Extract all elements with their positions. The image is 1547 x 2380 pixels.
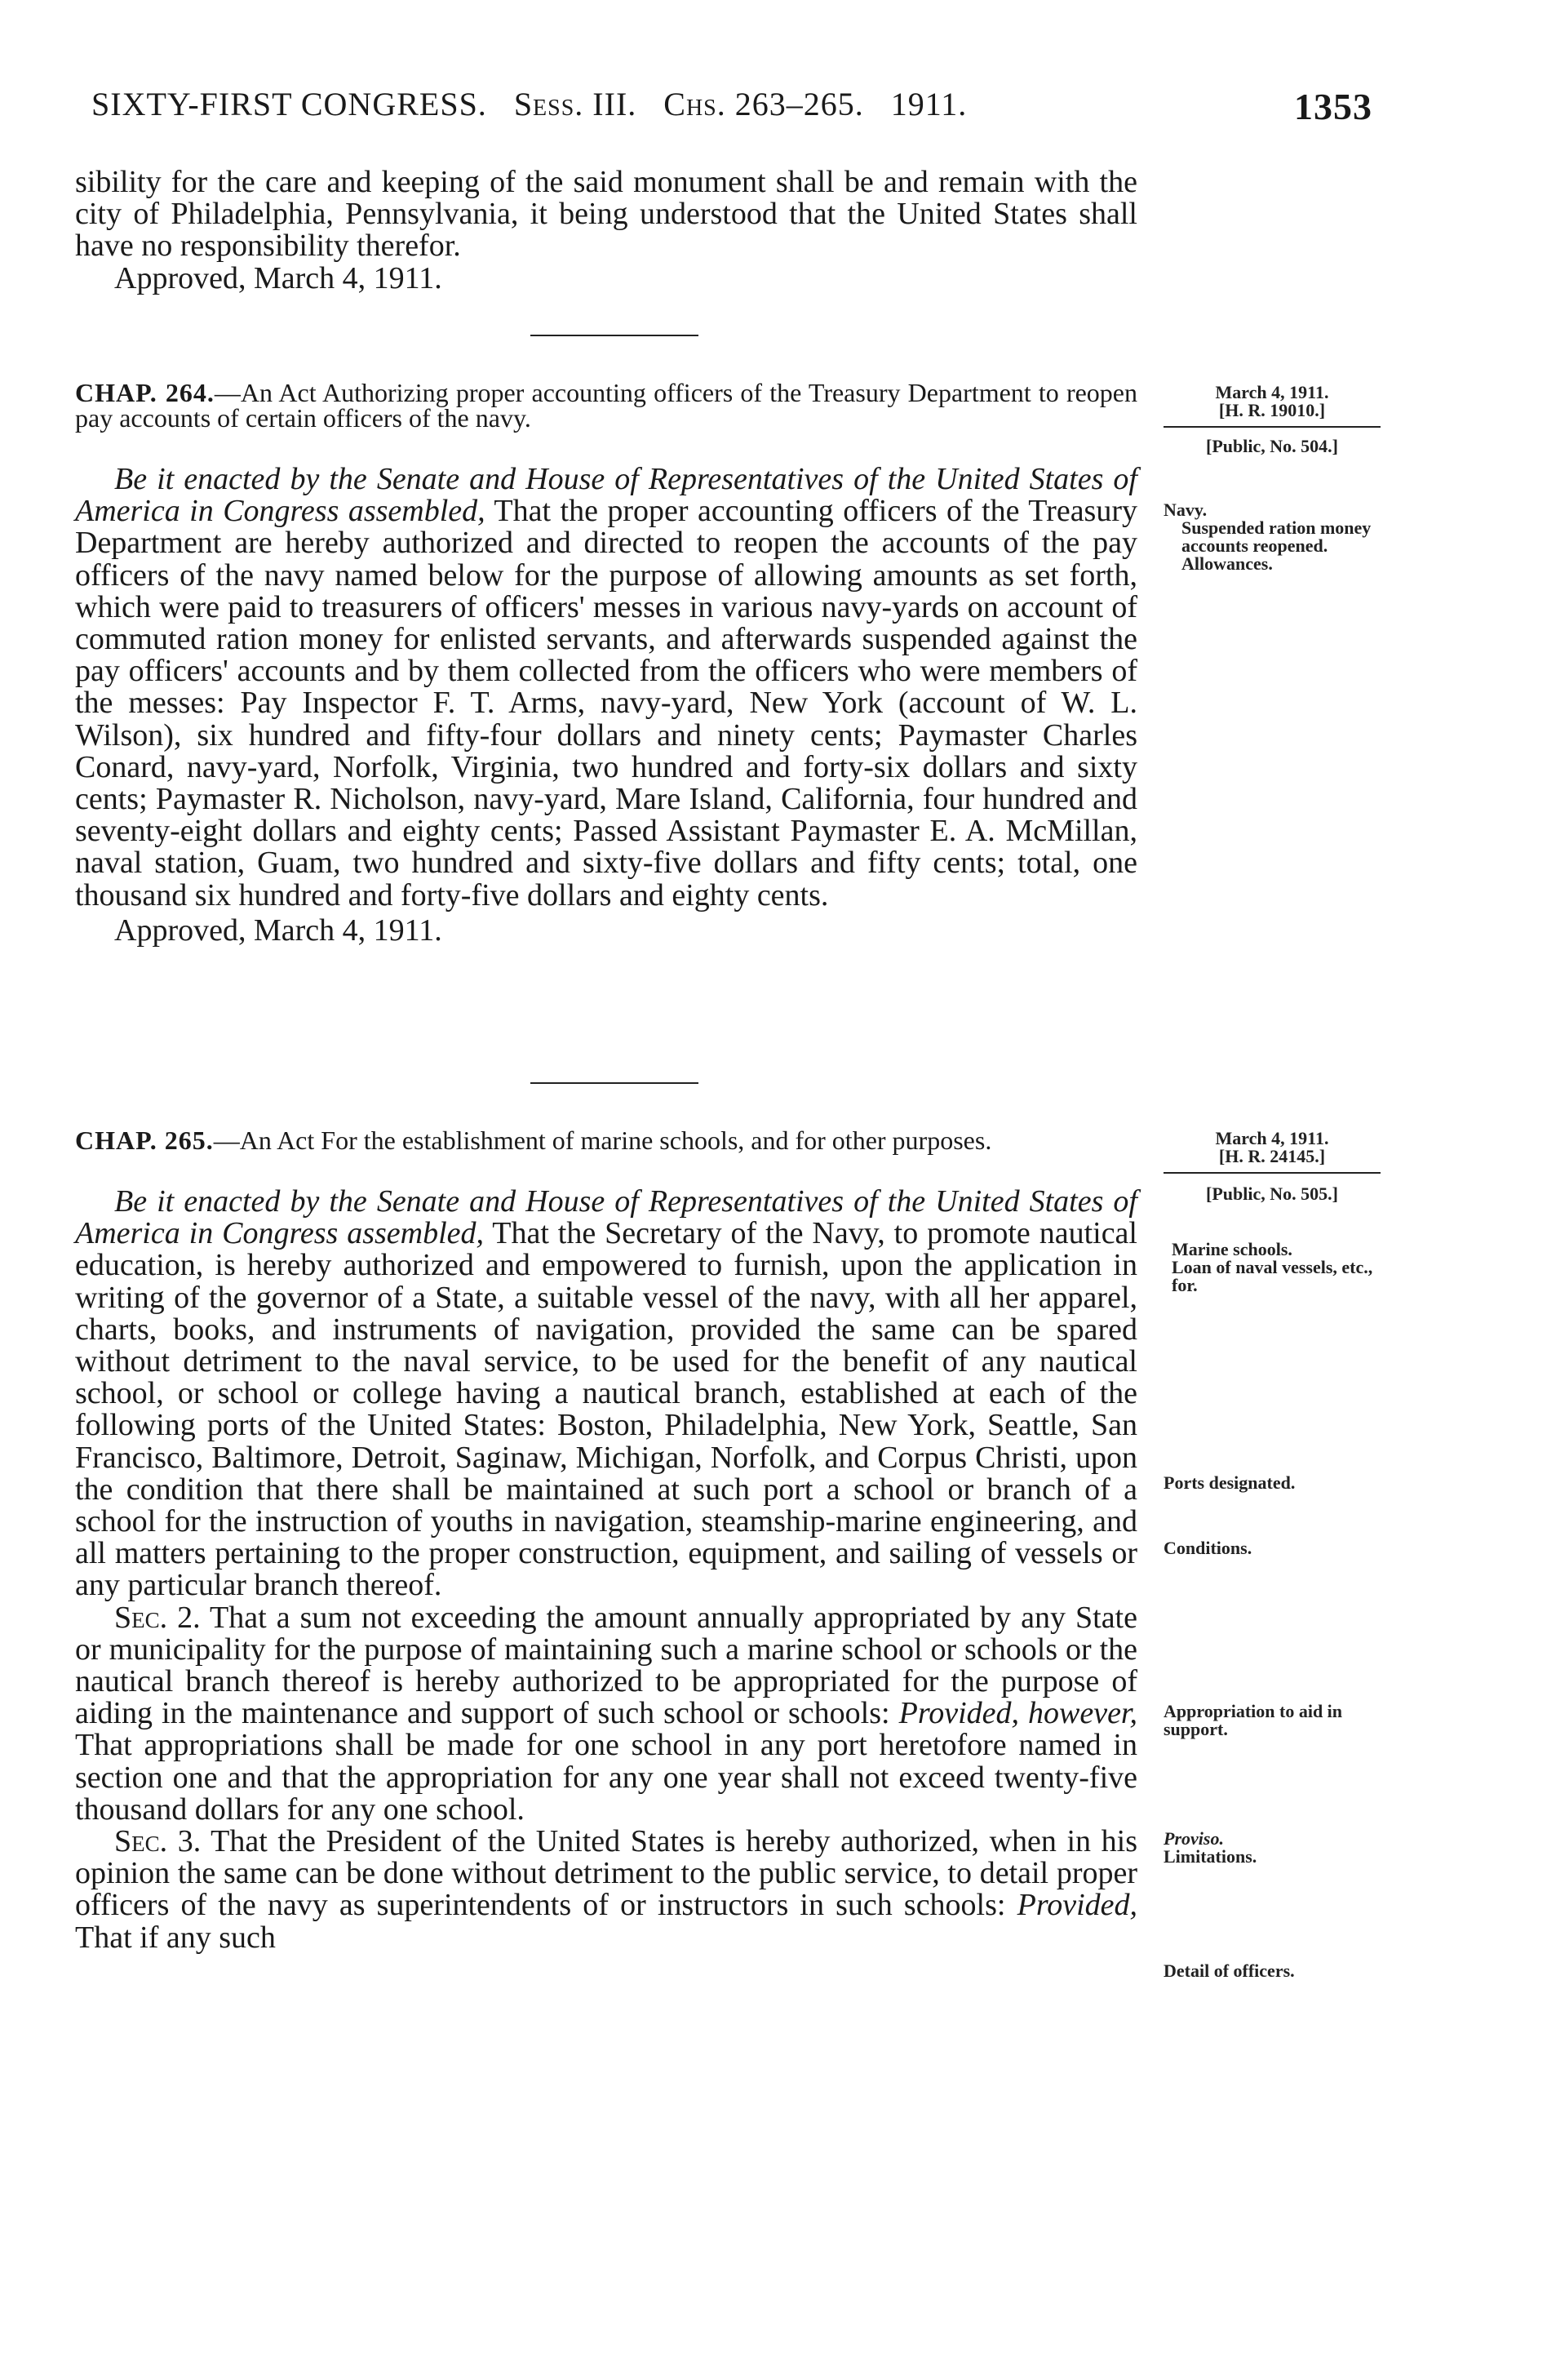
header-session: Sess. III. [513,86,637,122]
sec2-text-b: That appropriations shall be made for one school in any port heretofore named in section one and that the appropriation for any one year shall not exceed twenty-five thousand dollars for any one school. [75,1728,1137,1827]
chap264-margin-rule [1164,426,1381,428]
continuation-text: sibility for the care and keeping of the said monument shall be and remain with the city of Philadelphia, Pennsylvania, it being understood that the United States shall have no responsibility therefor. [75,165,1137,264]
chap264-margin [1164,384,1381,420]
running-header [91,85,1372,127]
header-chapters: Chs. 263–265. [663,86,864,122]
sec3-proviso: Provided, [1017,1888,1137,1923]
chap265-note-ports [1164,1474,1381,1492]
sec2-text-a: That a sum not exceeding the amount annually appropriated by any State or municipality for the purpose of maintaining such a marine school or schools or the nautical branch thereof is hereby authorized to be appropriated for the purpose of aiding in the maintenance and support of such school or schools: [75,1600,1137,1731]
chap265-section1 [75,1186,1137,1602]
chap264-public-block [1164,437,1381,455]
chap264-notes [1164,501,1381,573]
sec3-label: Sec. 3. [114,1824,202,1859]
note-ports-designated: Ports designated. [1164,1472,1296,1493]
chap264-date: March 4, 1911. [1215,382,1329,402]
chap264-body: That the proper accounting officers of the Treasury Department are hereby authorized and directed to reopen the accounts of the pay officers of the navy named below for the purpose of allowing amounts as set forth, which were paid to treasurers of officers' messes in various navy-yards on account of commuted ration money for enlisted servants, and afterwards suspended against the pay officers' accounts and by them collected from the officers who were members of the messes: Pay Inspector F. T. Arms, navy-yard, New York (account of W. L. Wilson), six hundred and fifty-four dollars and ninety cents; Paymaster Charles Conard, navy-yard, Norfolk, Virginia, two hundred and forty-six dollars and sixty cents; Paymaster R. Nicholson, navy-yard, Mare Island, California, four hundred and seventy-eight dollars and eighty cents; Passed Assistant Paymaster E. A. McMillan, naval station, Guam, two hundred and sixty-five dollars and fifty cents; total, one thousand six hundred and forty-five dollars and eighty cents. [75,494,1138,912]
chapter-265 [75,1128,1137,1954]
chap265-note-conditions [1164,1539,1381,1557]
chap265-bill: [H. R. 24145.] [1218,1146,1326,1166]
chap265-label: CHAP. 265. [75,1126,214,1155]
section-divider [530,335,698,336]
note-detail-officers: Detail of officers. [1164,1960,1295,1981]
chap265-body: That the Secretary of the Navy, to promote nautical education, is hereby authorized and empowered to furnish, upon the application in writing of the governor of a State, a suitable vessel of the navy, with all her apparel, charts, books, and instruments of navigation, provided the same can be spared without detriment to the naval service, to be used for the benefit of any nautical school, or school or college having a nautical branch, established at each of the following ports of the United States: Boston, Philadelphia, New York, Seattle, San Francisco, Baltimore, Detroit, Saginaw, Michigan, Norfolk, and Corpus Christi, upon the condition that there shall be maintained at such port a school or branch of a school for the instruction of youths in navigation, steamship-marine engineering, and all matters pertaining to the proper construction, equipment, and sailing of vessels or any particular branch thereof. [75,1216,1137,1603]
chap265-title: —An Act For the establishment of marine schools, and for other purposes. [213,1126,992,1155]
note-appropriation: Appropriation to aid in support. [1164,1701,1343,1739]
chap265-margin-rule [1164,1172,1381,1174]
chap265-enacting-clause: Be it enacted by the Senate and House of Representatives of the United States of America in Congress assembled, [75,1184,1137,1251]
chap265-note-proviso [1164,1830,1381,1866]
chap264-public: [Public, No. 504.] [1206,436,1338,456]
chap265-note-appropriation [1164,1703,1381,1738]
chap264-note-suspended: Suspended ration money accounts reopened. [1181,517,1372,556]
chap265-margin [1164,1130,1381,1166]
chap264-note-allowances: Allowances. [1181,553,1273,574]
header-year: 1911. [890,86,968,122]
section-divider [530,1082,698,1084]
chap264-label: CHAP. 264. [75,378,215,407]
page-number: 1353 [1294,86,1372,127]
chap264-body-paragraph [75,464,1137,912]
sec3-text-b: That if any such [75,1920,276,1955]
chap265-public-block [1164,1185,1381,1203]
chapter-264 [75,380,1137,947]
sec3-text-a: That the President of the United States is hereby authorized, when in his opinion the same can be done without detriment to the public service, to detail proper officers of the navy as superintendents of or instructors in such schools: [75,1824,1137,1923]
chap265-section2 [75,1602,1137,1826]
chap264-heading [75,380,1137,431]
chap265-heading [75,1128,1137,1153]
chap265-date: March 4, 1911. [1215,1128,1329,1148]
sec2-proviso: Provided, however, [898,1696,1138,1731]
chap264-approved: Approved, March 4, 1911. [114,912,442,948]
continuation-section [75,167,1137,295]
note-limitations: Limitations. [1164,1846,1257,1867]
chap265-public: [Public, No. 505.] [1206,1183,1338,1204]
note-proviso: Proviso. [1164,1828,1224,1849]
chap265-section3 [75,1826,1137,1954]
note-loan-vessels: Loan of naval vessels, etc., for. [1172,1257,1373,1295]
chap264-note-navy: Navy. [1164,500,1208,520]
chap265-note-detail [1164,1962,1381,1980]
continuation-approved: Approved, March 4, 1911. [114,260,442,295]
chap265-note-marine [1164,1241,1381,1294]
sec2-label: Sec. 2. [114,1600,201,1635]
header-title: SIXTY-FIRST CONGRESS. [91,86,487,122]
note-conditions: Conditions. [1164,1538,1252,1558]
chap264-bill: [H. R. 19010.] [1218,400,1326,420]
chap264-enacting-clause: Be it enacted by the Senate and House of Representatives of the United States of America in Congress assembled, [75,462,1137,529]
note-marine-schools: Marine schools. [1172,1239,1292,1259]
chap264-title: —An Act Authorizing proper accounting officers of the Treasury Department to reopen pay accounts of certain officers of the navy. [75,378,1138,433]
